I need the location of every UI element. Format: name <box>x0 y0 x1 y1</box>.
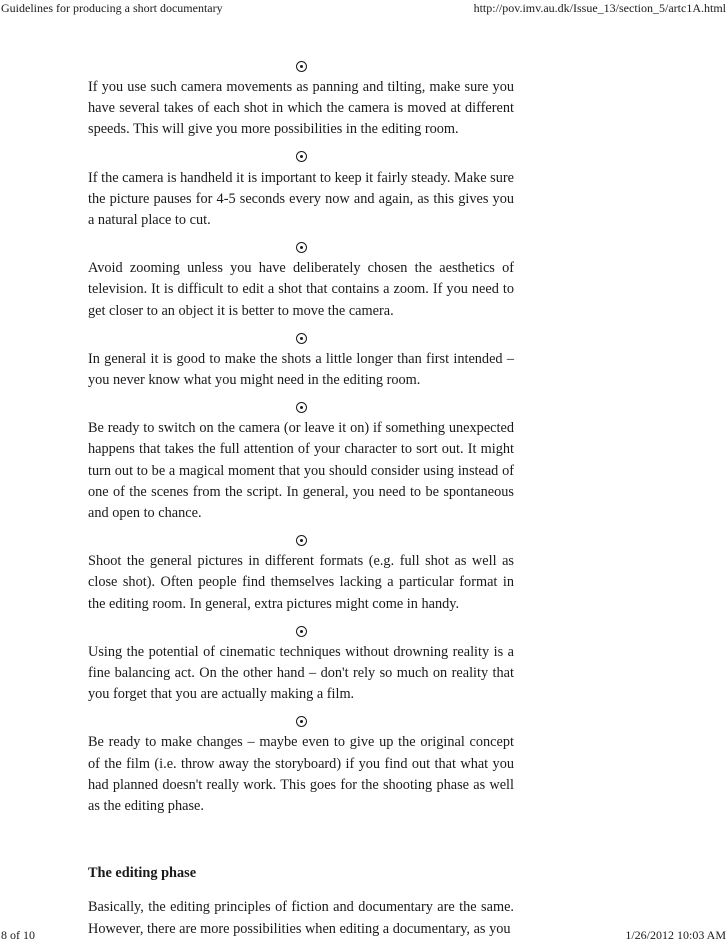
paragraph-handheld: If the camera is handheld it is important to keep it fairly steady. Make sure the picture pauses for 4-5 seconds every now and again, as this gives you a natural place to cut. <box>88 169 514 229</box>
bullet-separator <box>88 530 514 550</box>
page-counter: 8 of 10 <box>1 928 35 942</box>
bullet-separator <box>88 328 514 348</box>
paragraph-editing-intro: Basically, the editing principles of fiction and documentary are the same. However, there are more possibilities when editing a documentary, as you <box>88 899 514 937</box>
circled-dot-icon <box>296 716 307 727</box>
paragraph-cinematic: Using the potential of cinematic techniques without drowning reality is a fine balancing act. On the other hand – don't rely so much on reality that you forget that you are actually making a film. <box>88 643 514 703</box>
circled-dot-icon <box>296 242 307 253</box>
paragraph-longer-shots: In general it is good to make the shots a little longer than first intended – you never know what you might need in the editing room. <box>88 350 514 389</box>
circled-dot-icon <box>296 626 307 637</box>
section-heading: The editing phase <box>88 865 197 882</box>
bullet-separator <box>88 397 514 417</box>
bullet-separator <box>88 237 514 257</box>
circled-dot-icon <box>296 402 307 413</box>
paragraph-camera-movements: If you use such camera movements as panning and tilting, make sure you have several takes of each shot in which the camera is moved at different speeds. This will give you more possibilities in the editing room. <box>88 79 514 138</box>
circled-dot-icon <box>296 333 307 344</box>
paragraph-be-ready-change: Be ready to make changes – maybe even to give up the original concept of the film (i.e. throw away the storyboard) if you find out that what you had planned doesn't really work. This goes for the shooting phase as well as the editing phase. <box>88 734 514 815</box>
bullet-separator <box>88 147 514 167</box>
print-datetime: 1/26/2012 10:03 AM <box>625 928 726 942</box>
paragraph-formats: Shoot the general pictures in different formats (e.g. full shot as well as close shot). Often people find themselves lacking a particular format in the editing room. In general, extra pictures might come in handy. <box>88 553 514 612</box>
circled-dot-icon <box>296 151 307 162</box>
paragraph-zooming: Avoid zooming unless you have deliberately chosen the aesthetics of television. It is difficult to edit a shot that contains a zoom. If you need to get closer to an object it is better to move the camera. <box>88 260 514 319</box>
bullet-separator <box>88 711 514 731</box>
circled-dot-icon <box>296 61 307 72</box>
bullet-separator <box>88 621 514 641</box>
page-header-title: Guidelines for producing a short documentary <box>1 1 223 15</box>
bullet-separator <box>88 56 514 76</box>
article-body <box>88 56 514 940</box>
paragraph-be-ready-switch: Be ready to switch on the camera (or leave it on) if something unexpected happens that takes the full attention of your character to sort out. It might turn out to be a magical moment that you should consider using instead of one of the scenes from the script. In general, you need to be spontaneous and open to chance. <box>88 420 514 522</box>
page-header-url: http://pov.imv.au.dk/Issue_13/section_5/artc1A.html <box>473 1 726 15</box>
circled-dot-icon <box>296 535 307 546</box>
